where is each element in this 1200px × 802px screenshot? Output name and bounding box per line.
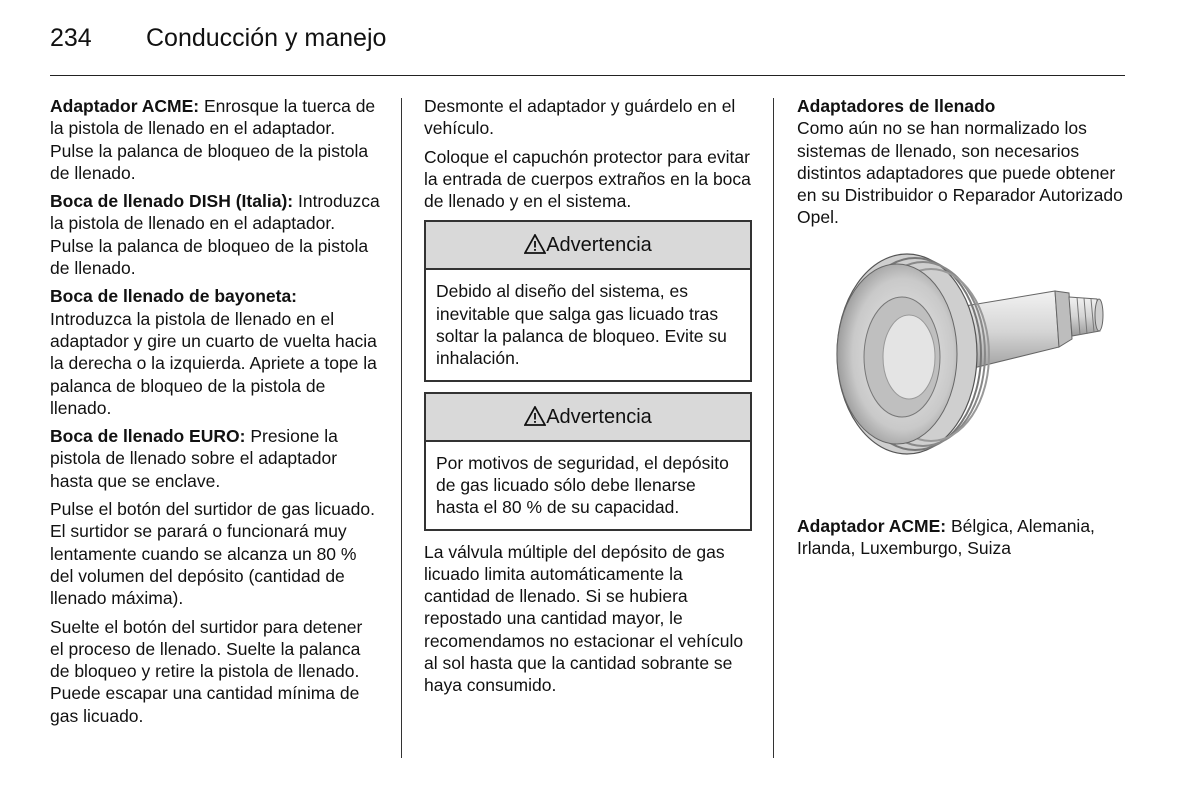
text-bayonet: Introduzca la pistola de llenado en el adaptador y gire un cuarto de vuelta hacia la derecha o la izquierda. Apriete a tope la palanca de bloqueo de la pistola de llenado. bbox=[50, 308, 377, 418]
page-number: 234 bbox=[50, 24, 92, 52]
warning-box-2 bbox=[424, 392, 752, 531]
paragraph-protective-cap: Coloque el capuchón protector para evitar la entrada de cuerpos extraños en la boca de llenado y en el sistema. bbox=[424, 146, 751, 212]
warning-header bbox=[426, 222, 750, 270]
adapter-image bbox=[797, 239, 1126, 501]
warning-triangle-icon bbox=[524, 406, 546, 426]
warning-header bbox=[426, 394, 750, 442]
paragraph-pump: Pulse el botón del surtidor de gas licuado. El surtidor se parará o funcionará muy lentamente cuando se alcanza un 80 % del volumen del depósito (cantidad de llenado máxima). bbox=[50, 499, 375, 609]
caption-text: Bélgica, Alemania, Irlanda, Luxemburgo, Suiza bbox=[797, 515, 1095, 559]
warning-body: Por motivos de seguridad, el depósito de gas licuado sólo debe llenarse hasta el 80 % de su capacidad. bbox=[436, 452, 729, 518]
caption-term: Adaptador ACME: bbox=[797, 515, 947, 536]
paragraph-remove-adapter: Desmonte el adaptador y guárdelo en el vehículo. bbox=[424, 96, 736, 139]
page-header bbox=[50, 24, 386, 53]
paragraph-acme bbox=[50, 95, 380, 184]
figure-caption bbox=[797, 515, 1127, 560]
term-bayonet: Boca de llenado de bayoneta: bbox=[50, 286, 297, 307]
column-1 bbox=[50, 95, 380, 733]
column-3 bbox=[797, 95, 1127, 565]
warning-title: Advertencia bbox=[546, 234, 652, 257]
paragraph-multivalve: La válvula múltiple del depósito de gas licuado limita automáticamente la cantidad de llenado. Si se hubiera repostado una cantidad mayor, le recomendamos no estacionar el vehículo al sol hasta que la cantidad sobrante se haya consumido. bbox=[424, 541, 744, 696]
term-dish: Boca de llenado DISH (Italia): bbox=[50, 191, 294, 212]
warning-body: Debido al diseño del sistema, es inevitable que salga gas licuado tras soltar la palanca de bloqueo. Evite su inhalación. bbox=[436, 281, 727, 369]
term-euro: Boca de llenado EURO: bbox=[50, 426, 246, 447]
paragraph-bayonet bbox=[50, 285, 380, 419]
heading-adapters: Adaptadores de llenado bbox=[797, 96, 996, 116]
paragraph-release: Suelte el botón del surtidor para detener el proceso de llenado. Suelte la palanca de bloqueo y retire la pistola de llenado. Puede escapar una cantidad mínima de gas licuado. bbox=[50, 616, 363, 726]
term-acme: Adaptador ACME: bbox=[50, 96, 200, 116]
text-euro: Presione la pistola de llenado sobre el adaptador hasta que se enclave. bbox=[50, 426, 338, 491]
warning-box-1 bbox=[424, 220, 752, 381]
column-divider-1 bbox=[401, 98, 402, 758]
warning-triangle-icon bbox=[524, 234, 546, 254]
column-2 bbox=[424, 95, 752, 703]
header-rule bbox=[50, 75, 1125, 76]
text-dish: Introduzca la pistola de llenado en el adaptador. Pulse la palanca de bloqueo de la pistola de llenado. bbox=[50, 191, 380, 279]
acme-adapter-illustration bbox=[797, 239, 1126, 501]
column-divider-2 bbox=[773, 98, 774, 758]
paragraph-dish bbox=[50, 190, 380, 279]
section-title: Conducción y manejo bbox=[146, 24, 387, 52]
text-acme: Enrosque la tuerca de la pistola de llenado en el adaptador. Pulse la palanca de bloqueo de la pistola de llenado. bbox=[50, 96, 376, 183]
warning-title: Advertencia bbox=[546, 405, 652, 428]
paragraph-euro bbox=[50, 425, 380, 492]
paragraph-adapters: Como aún no se han normalizado los sistemas de llenado, son necesarios distintos adaptadores que puede obtener en su Distribuidor o Reparador Autorizado Opel. bbox=[797, 118, 1123, 228]
